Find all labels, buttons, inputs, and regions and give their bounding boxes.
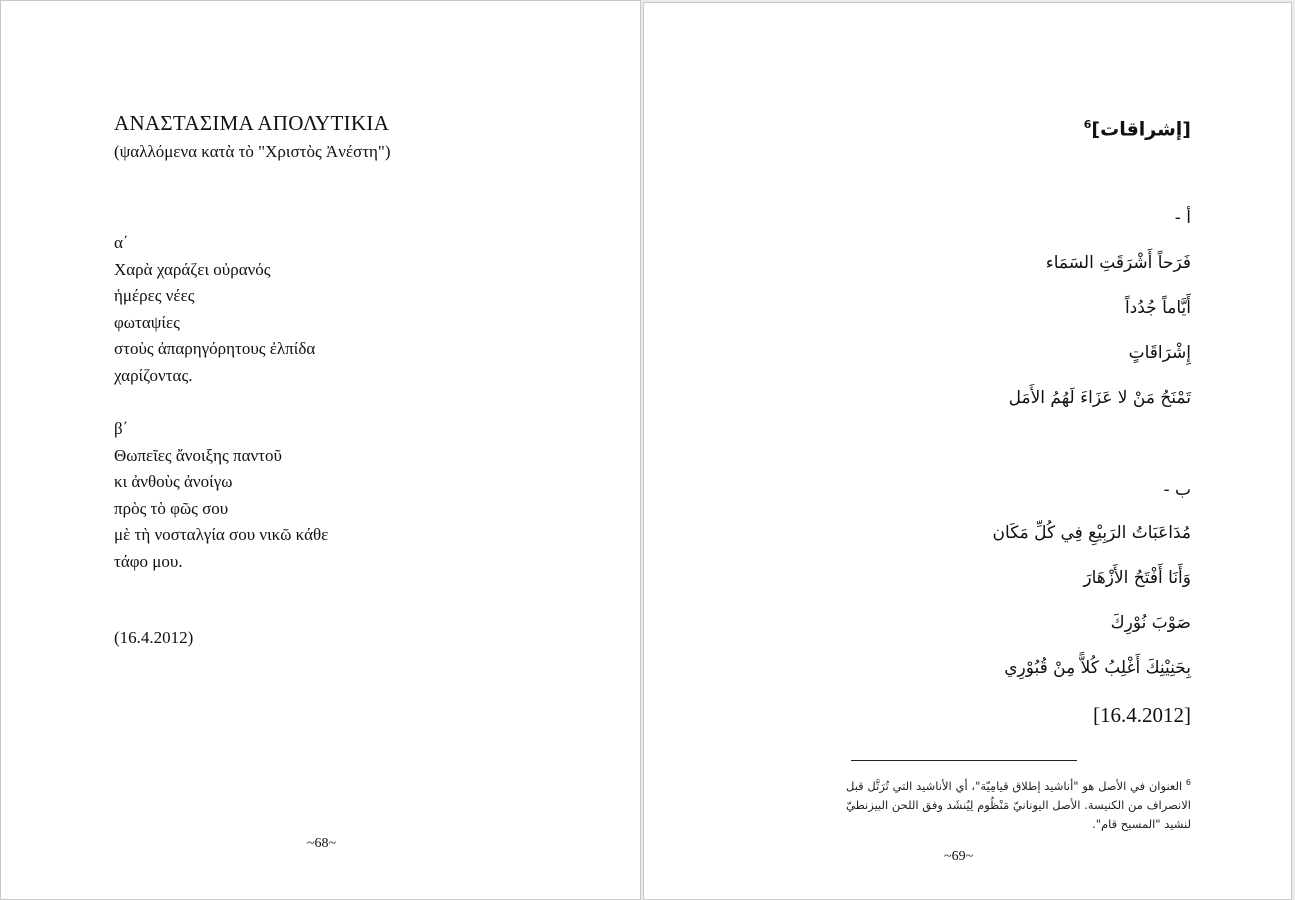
- left-page: [0, 0, 641, 900]
- stanza-marker: α΄: [114, 233, 129, 252]
- poem-date-greek: (16.4.2012): [114, 628, 194, 647]
- poem-subtitle-greek: (ψαλλόμενα κατὰ τὸ "Χριστὸς Ἀνέστη"): [114, 142, 391, 161]
- verse-line: مُدَاعَبَاتُ الرَبِيْعِ فِي كُلِّ مَكَان: [992, 523, 1191, 543]
- verse-line: صَوْبَ نُوْرِكَ: [1110, 613, 1191, 633]
- right-page: [643, 2, 1292, 900]
- verse-line: μὲ τὴ νοσταλγία σου νικῶ κάθε: [114, 525, 329, 545]
- verse-line: بِحَنِيْنِكَ أَغْلِبُ كُلاًّ مِنْ قُبُوْرِي: [1004, 658, 1191, 678]
- stanza-marker: أ -: [1174, 208, 1191, 228]
- title-text: [إشراقات]: [1091, 118, 1191, 141]
- footnote-divider: [851, 760, 1077, 761]
- verse-line: χαρίζοντας.: [114, 365, 193, 385]
- stanza-marker: ب -: [1163, 480, 1191, 500]
- poem-date-arabic: [16.4.2012]: [1093, 703, 1191, 727]
- verse-line: Θωπεῖες ἄνοιξης παντοῦ: [114, 445, 282, 465]
- footnote-reference: 6: [1083, 118, 1092, 131]
- verse-line: فَرَحاً أَشْرَقَتِ السَمَاء: [1045, 253, 1191, 273]
- verse-line: πρὸς τὸ φῶς σου: [114, 498, 229, 518]
- stanza-alpha: [114, 230, 315, 390]
- footnote: [846, 773, 1191, 834]
- verse-line: Χαρὰ χαράζει οὐρανός: [114, 259, 271, 279]
- verse-line: τάφο μου.: [114, 551, 183, 571]
- verse-line: تَمْنَحُ مَنْ لا عَزَاءَ لَهُمُ الأَمَل: [1008, 388, 1191, 408]
- footnote-number: 6: [1185, 778, 1192, 787]
- page-number-left: ~68~: [306, 836, 337, 851]
- page-number-right: ~69~: [944, 849, 974, 864]
- stanza-marker: β΄: [114, 419, 129, 438]
- poem-title-arabic: [1084, 118, 1191, 140]
- verse-line: κι ἀνθοὺς ἀνοίγω: [114, 472, 233, 492]
- footnote-text: العنوان في الأصل هو "أناشيد إطلاق قيامِيّة"، أي الأناشيد التي تُرَتَّل قبل الانصراف من الكنيسة. الأصل اليونانيّ مَنْظُوم لِيُنشَد وفق اللحن البيزنطيّ لنشيد "المسيح قام".: [846, 778, 1191, 831]
- verse-line: أَيَّاماً جُدُداً: [1124, 298, 1191, 318]
- verse-line: ἡμέρες νέες: [114, 286, 195, 306]
- verse-line: وَأَنَا أَفْتَحُ الأَزْهَارَ: [1083, 568, 1191, 588]
- stanza-beta: [114, 416, 328, 576]
- verse-line: στοὺς ἀπαρηγόρητους ἐλπίδα: [114, 339, 316, 359]
- verse-line: φωταψίες: [114, 312, 180, 332]
- verse-line: إِشْرَاقَاتٍ: [1128, 343, 1191, 363]
- poem-title-greek: ΑΝΑΣΤΑΣΙΜΑ ΑΠΟΛΥΤΙΚΙΑ: [114, 111, 390, 135]
